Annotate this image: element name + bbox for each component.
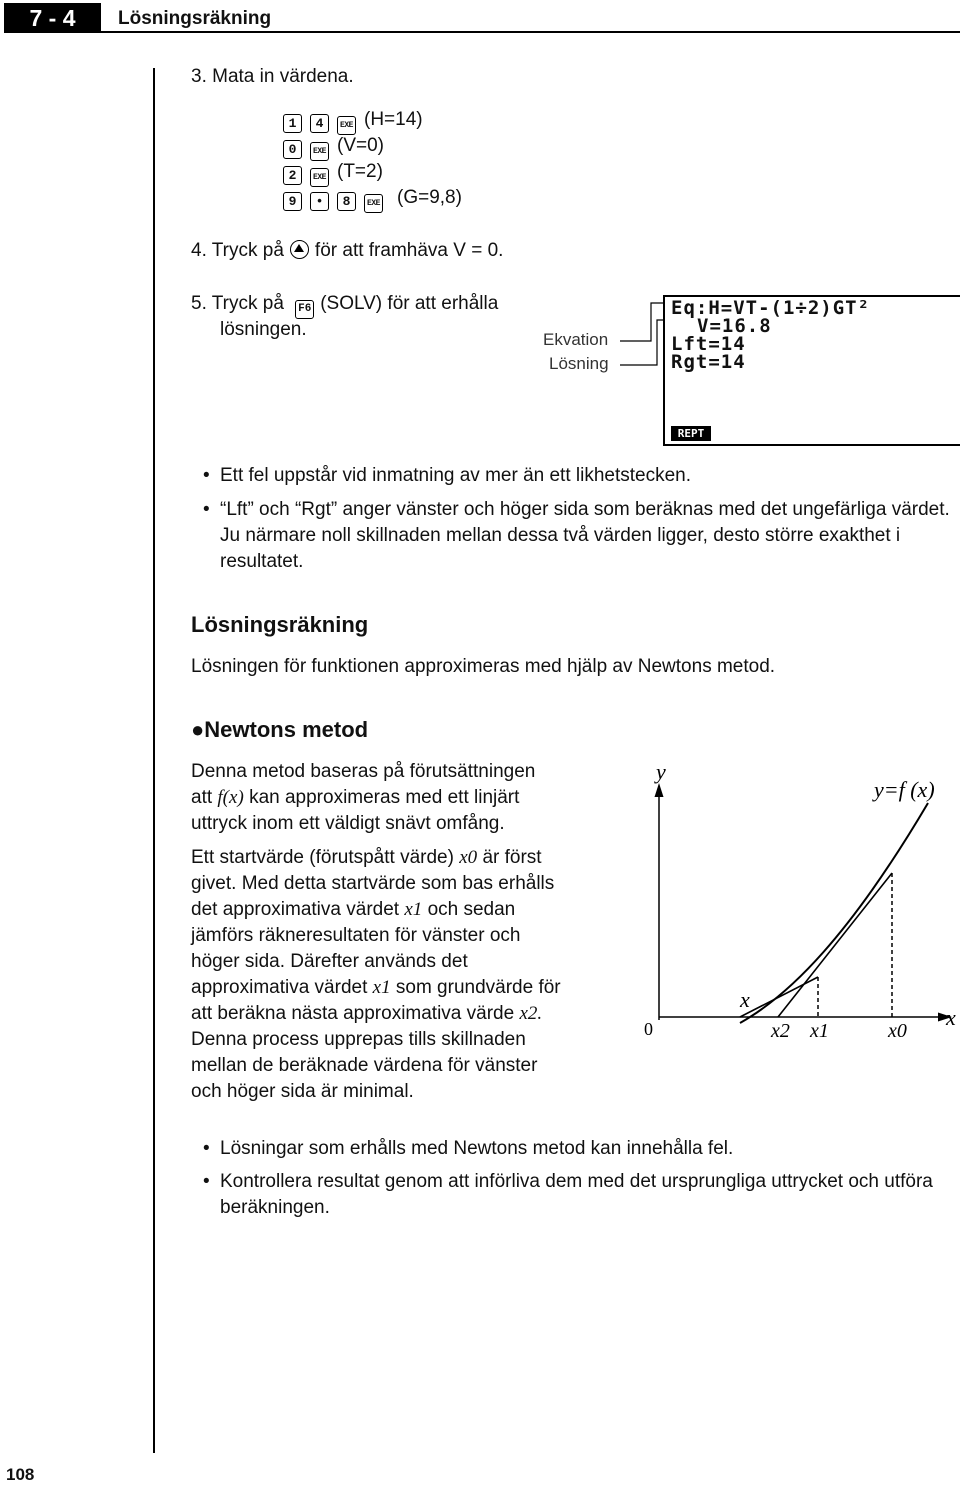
- step-5: 5. Tryck på F6 (SOLV) för att erhålla: [191, 291, 498, 319]
- callout-solution: Lösning: [549, 354, 609, 373]
- section-number: 7 - 4: [4, 3, 101, 33]
- key-row-value: (V=0): [337, 135, 384, 156]
- function-label: y=f (x): [874, 777, 935, 802]
- bullet-item: • Kontrollera resultat genom att införliva dem med det ursprungliga uttrycket och utföra beräkningen.: [203, 1171, 933, 1218]
- calculator-screen: [663, 295, 960, 446]
- key-0: 0: [283, 140, 302, 159]
- bullet-item: • Lösningar som erhålls med Newtons metod kan innehålla fel.: [220, 1136, 958, 1162]
- key-1: 1: [283, 114, 302, 133]
- key-f6: F6: [295, 300, 314, 319]
- bullet-item: • “Lft” och “Rgt” anger vänster och höger sida som beräknas med det ungefärliga värdet. Ju närmare noll skillnaden mellan dessa två värden ligger, desto större exakthet i resultatet.: [203, 499, 950, 572]
- cursor-up-key-icon: [290, 240, 309, 259]
- key-4: 4: [310, 114, 329, 133]
- newton-method-graph: [630, 755, 960, 1055]
- key-exe: EXE: [310, 142, 329, 161]
- step-5-line-2: lösningen.: [220, 319, 307, 340]
- key-row-value: (G=9,8): [397, 187, 462, 208]
- key-8: 8: [337, 192, 356, 211]
- key-row-2: [283, 134, 384, 161]
- step-4: 4. Tryck på för att framhäva V = 0.: [191, 240, 504, 261]
- tick-label-x0: x0: [888, 1020, 907, 1042]
- key-2: 2: [283, 166, 302, 185]
- screen-line-v: V=16.8: [697, 315, 772, 337]
- key-row-4: [283, 186, 462, 213]
- callout-equation: Ekvation: [543, 330, 609, 349]
- key-row-value: (H=14): [364, 109, 423, 130]
- key-row-1: [283, 108, 423, 135]
- repeat-function-key: REPT: [671, 426, 711, 441]
- y-axis-label: y: [656, 759, 666, 784]
- tangent-line-1: [778, 873, 892, 1017]
- bullet-item: • Ett fel uppstår vid inmatning av mer än ett likhetstecken.: [220, 463, 958, 489]
- page-number: 108: [6, 1465, 35, 1484]
- header-rule: [101, 31, 960, 33]
- root-label: x: [740, 987, 750, 1012]
- step-3: 3. Mata in värdena.: [191, 66, 354, 87]
- section-heading: Lösningsräkning: [191, 612, 369, 637]
- tick-label-x1: x1: [810, 1020, 829, 1042]
- margin-rule: [153, 68, 155, 1453]
- bullet-icon: •: [203, 1171, 210, 1192]
- screen-line-equation: Eq:H=VT-(1÷2)GT²: [671, 297, 871, 319]
- screen-line-rgt: Rgt=14: [671, 351, 746, 373]
- tick-label-x2: x2: [771, 1020, 790, 1042]
- bullet-icon: •: [203, 465, 210, 486]
- key-9: 9: [283, 192, 302, 211]
- bullet-icon: •: [203, 499, 210, 520]
- newton-paragraph-1: Denna metod baseras på förutsättningen att f(x) kan approximeras med ett linjärt uttryck inom ett väldigt snävt omfång.: [191, 761, 536, 834]
- key-point: •: [310, 192, 329, 211]
- origin-label: 0: [644, 1019, 653, 1039]
- bullet-icon: •: [203, 1138, 210, 1159]
- key-exe: EXE: [310, 168, 329, 187]
- key-exe: EXE: [337, 116, 356, 135]
- screen-line-lft: Lft=14: [671, 333, 746, 355]
- key-row-value: (T=2): [337, 161, 383, 182]
- newton-heading: ●Newtons metod: [191, 717, 369, 742]
- key-row-3: [283, 160, 383, 187]
- x-axis-label: x: [946, 1005, 956, 1030]
- newton-paragraph-2: Ett startvärde (förutspått värde) x0 är först givet. Med detta startvärde som bas erhålls det approximativa värdet x1 och sedan jämförs räkneresultaten för vänster och höger sida. Därefter används det approximativa värdet x1 som grundvärde för att beräkna nästa approximativa värde x2. Denna process upprepas tills skillnaden mellan de beräknade värdena för vänster och höger sida är minimal.: [191, 847, 561, 1102]
- key-exe: EXE: [364, 194, 383, 213]
- y-axis-arrow-icon: [655, 783, 664, 797]
- page-title: Lösningsräkning: [118, 8, 272, 29]
- function-curve: [740, 803, 928, 1023]
- section-intro: Lösningen för funktionen approximeras med hjälp av Newtons metod.: [191, 656, 776, 677]
- tangent-line-2: [740, 977, 818, 1017]
